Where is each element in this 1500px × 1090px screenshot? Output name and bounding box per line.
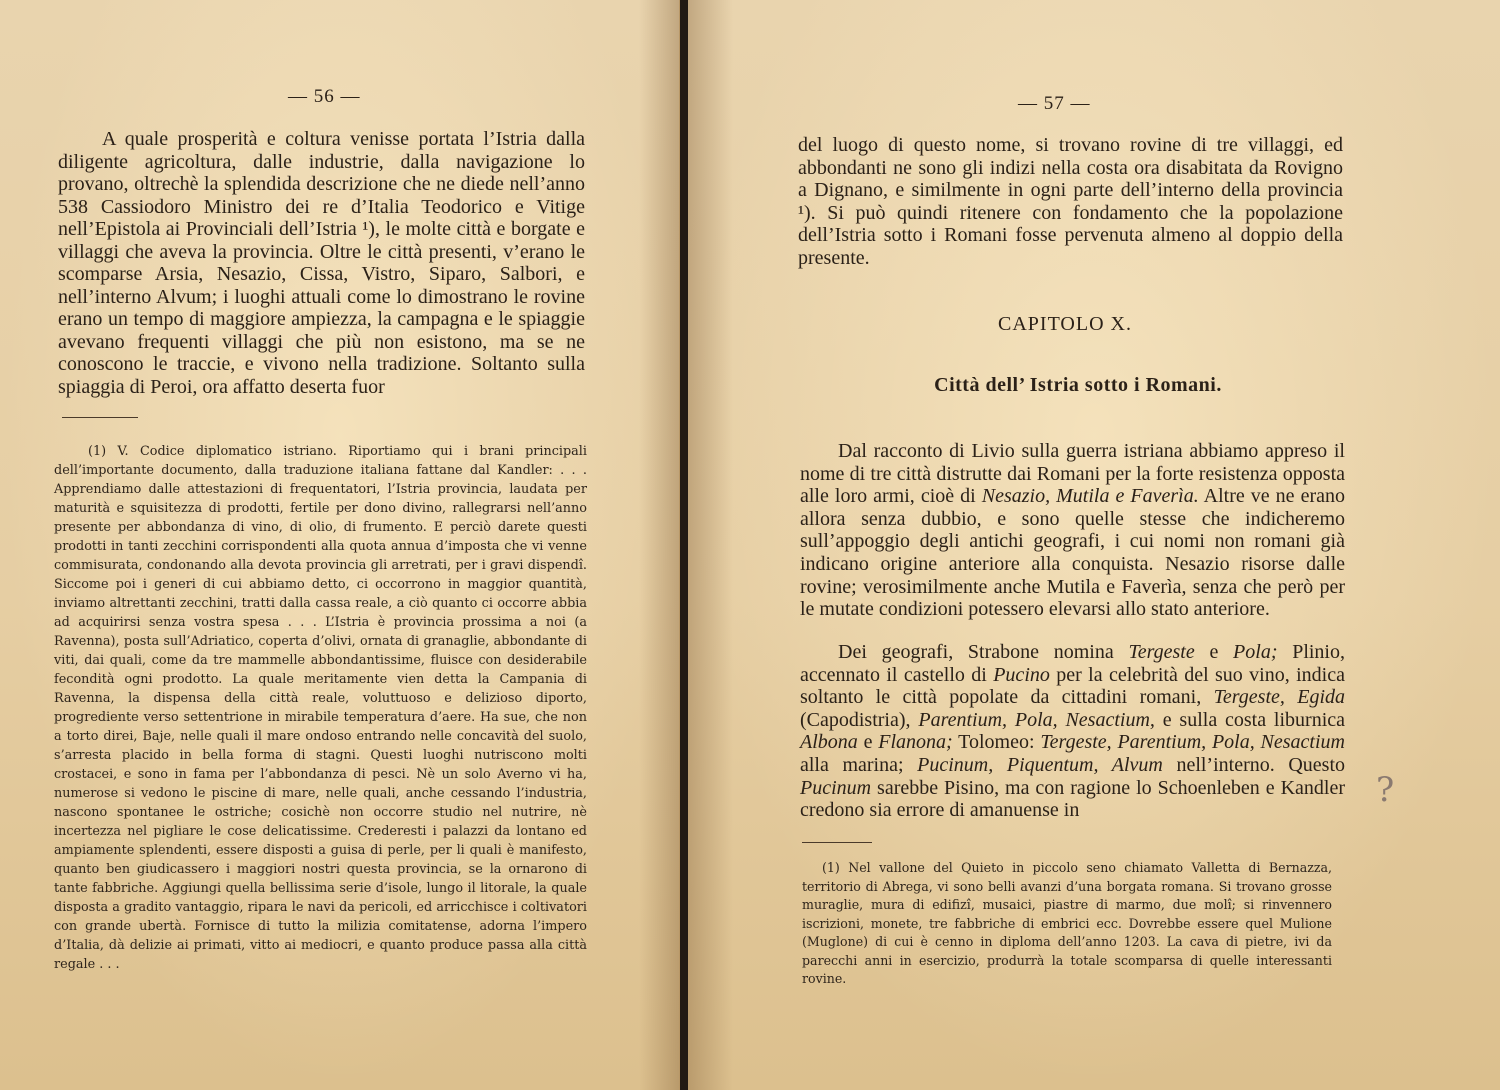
italic-run: Nesazio, Mutila e Faverìa.	[981, 485, 1199, 508]
footnote: (1) Nel vallone del Quieto in piccolo seno chiamato Valletta di Bernazza, territorio di Abrega, vi sono belli avanzi d’una borgata romana. Si trovano grosse muraglie, mura di edifizî, musaici, piastre di marmo, due molî; si rinvennero iscrizioni, monete, tre fabbriche di embrici ecc. Dovrebbe essere quel Mulione (Muglone) di cui è cenno in diploma dell’anno 1203. La cava di pietre, ivi da parecchi anni in esercizio, produrrà la totale scomparsa di quelle interessanti rovine.	[802, 860, 1332, 986]
italic-run: Pucino	[993, 663, 1050, 686]
text-run: per la celebrità del suo vino, indica soltanto le città popolate da cittadini romani,	[800, 663, 1345, 709]
italic-run: Pola;	[1233, 641, 1278, 663]
text-run: Plinio, accennato il castello di	[800, 641, 1345, 686]
italic-run: Flanona;	[878, 731, 953, 754]
body-paragraph: A quale prosperità e coltura venisse portata l’Istria dalla diligente agricoltura, dalle industrie, dalla navigazione lo provano, oltrechè la splendida descrizione che ne diede nell’anno 538 Cassiodoro Ministro dei re d’Italia Teodorico e Vitige nell’Epistola ai Provinciali dell’Istria ¹), le molte città e borgate e villaggi che aveva la provincia. Oltre le città presenti, v’erano le scomparse Arsia, Nesazio, Cissa, Vistro, Siparo, Salbori, e nell’interno Alvum; i luoghi attuali come lo dimostrano le rovine erano un tempo di maggiore ampiezza, la campagna e le spiaggie avevano frequenti villaggi che più non esistono, ma se ne conoscono le traccie, e vivono nella tradizione. Soltanto sulla spiaggia di Peroi, ora affatto deserta fuor	[58, 128, 585, 398]
left-page	[0, 0, 680, 1090]
continued-paragraph: del luogo di questo nome, si trovano rovine di tre villaggi, ed abbondanti ne sono gli indizi nella costa ora disabitata da Rovigno a Dignano, e similmente in ogni parte dell’interno della provincia ¹). Si può quindi ritenere con fondamento che la popolazione dell’Istria sotto i Romani fosse pervenuta almeno al doppio della presente.	[798, 134, 1343, 269]
text-run: alla marina;	[800, 753, 918, 776]
footnote-rule	[802, 842, 872, 843]
text-run: sarebbe Pisino, ma con ragione lo Schoenleben e Kandler credono sia errore di amanuense in	[800, 776, 1345, 822]
text-run: nell’interno. Questo	[1162, 753, 1346, 776]
page-number: — 57 —	[1018, 93, 1091, 114]
italic-run: Pucinum, Piquentum, Alvum	[917, 753, 1163, 776]
chapter-title: CAPITOLO X.	[998, 313, 1132, 335]
italic-run: Parentium, Pola, Nesactium,	[918, 708, 1155, 731]
italic-run: Tergeste	[1128, 641, 1195, 663]
section-heading: Città dell’ Istria sotto i Romani.	[934, 374, 1222, 396]
text-run: e sulla costa liburnica	[1154, 708, 1346, 731]
book-binding	[680, 0, 688, 1090]
footnote-rule	[62, 417, 138, 418]
italic-run: Pucinum	[800, 776, 872, 799]
body-paragraph	[800, 641, 1345, 822]
gutter-shadow	[688, 0, 733, 1090]
right-page	[688, 0, 1500, 1090]
text-run: Dei geografi, Strabone nomina	[838, 641, 1129, 663]
text-run: (Capodistria),	[800, 708, 919, 731]
italic-run: Tergeste, Parentium, Pola, Nesactium	[1040, 731, 1345, 754]
footnote: (1) V. Codice diplomatico istriano. Riportiamo qui i brani principali dell’importante documento, dalla traduzione italiana fattane dal Kandler: . . . Apprendiamo dalle attestazioni di frequentatori, l’Istria provincia, laudata per maturità e squisitezza di prodotti, fertile per dono divino, rallegrarsi nell’anno presente per abbondanza di vino, di olio, di frumento. E perciò darete questi prodotti in tanti zecchini corrispondenti alla quota annua d’imposta che vi venne commisurata, condonando alla devota provincia gli arretrati, per i gravi dispendî. Siccome poi i generi di cui abbiamo detto, ci occorrono in maggior quantità, inviamo altrettanti zecchini, tratti dalla cassa reale, a ciò quanto ci occorre abbia ad acquirirsi senza vostra spesa . . . L’Istria è provincia prossima a noi (a Ravenna), posta sull’Adriatico, coperta d’olivi, ornata di granaglie, abbondante di viti, dai quali, come da tre mammelle abbondantissime, fluisce con desiderabile fecondità ogni prodotto. La quale meritamente vien detta la Campania di Ravenna, la dispensa della città reale, voluttuoso e delizioso diporto, progrediente verso settentrione in mirabile temperatura d’aere. Ha sue, che non a torto direi, Baje, nelle quali il mare ondoso entrando nelle concavità del suolo, s’arresta placido in bella forma di stagni. Questi luoghi nutriscono molti crostacei, e sono in fama per l’abbondanza di pesci. Nè un solo Averno vi ha, numerose si vedono le piscine di mare, nelle quali, anche cessando l’industria, nascono spontanee le ostriche; cosichè non occorre studio nel nutrire, nè incertezza nel pigliare le cose delicatissime. Crederesti i palazzi da lontano ed ampiamente splendenti, essere disposti a guisa di perle, per li quali è manifesto, quanto ben giudicassero i maggiori nostri questa provincia, se la ornarono di tante fabbriche. Aggiungi quella bellissima serie d’isole, lungo il litorale, la quale disposta a gradito vantaggio, ripara le navi da pericoli, ed arricchisce i coltivatori con grande ubertà. Fornisce di tutto la milizia comitatense, adorna l’impero d’Italia, dà delizie ai primati, vitto ai mediocri, e quanto produce passa alla città regale . . .	[54, 444, 587, 972]
text-run: Dal racconto di Livio sulla guerra istriana abbiamo appreso il nome di tre città distrutte dai Romani per la forte resistenza opposta alle loro armi, cioè di	[800, 440, 1345, 508]
text-run: e	[1194, 641, 1234, 663]
text-run: Tolomeo:	[952, 731, 1041, 754]
text-run: Altre ve ne erano allora senza dubbio, e sono quelle stesse che indicheremo sull’appoggio degli antichi geografi, i cui nomi non romani già indicano origine anteriore alla conquista. Nesazio risorse dalle rovine; verosimilmente anche Mutila e Faverìa, senza che però per le mutate condizioni potessero elevarsi allo stato anteriore.	[800, 485, 1345, 621]
italic-run: Albona	[800, 731, 858, 754]
italic-run: Tergeste, Egida	[1213, 686, 1345, 709]
body-paragraph	[800, 440, 1345, 621]
pencil-question-mark: ?	[1376, 770, 1395, 810]
page-number: — 56 —	[288, 86, 361, 107]
gutter-shadow	[639, 0, 679, 1090]
text-run: e	[857, 731, 879, 754]
